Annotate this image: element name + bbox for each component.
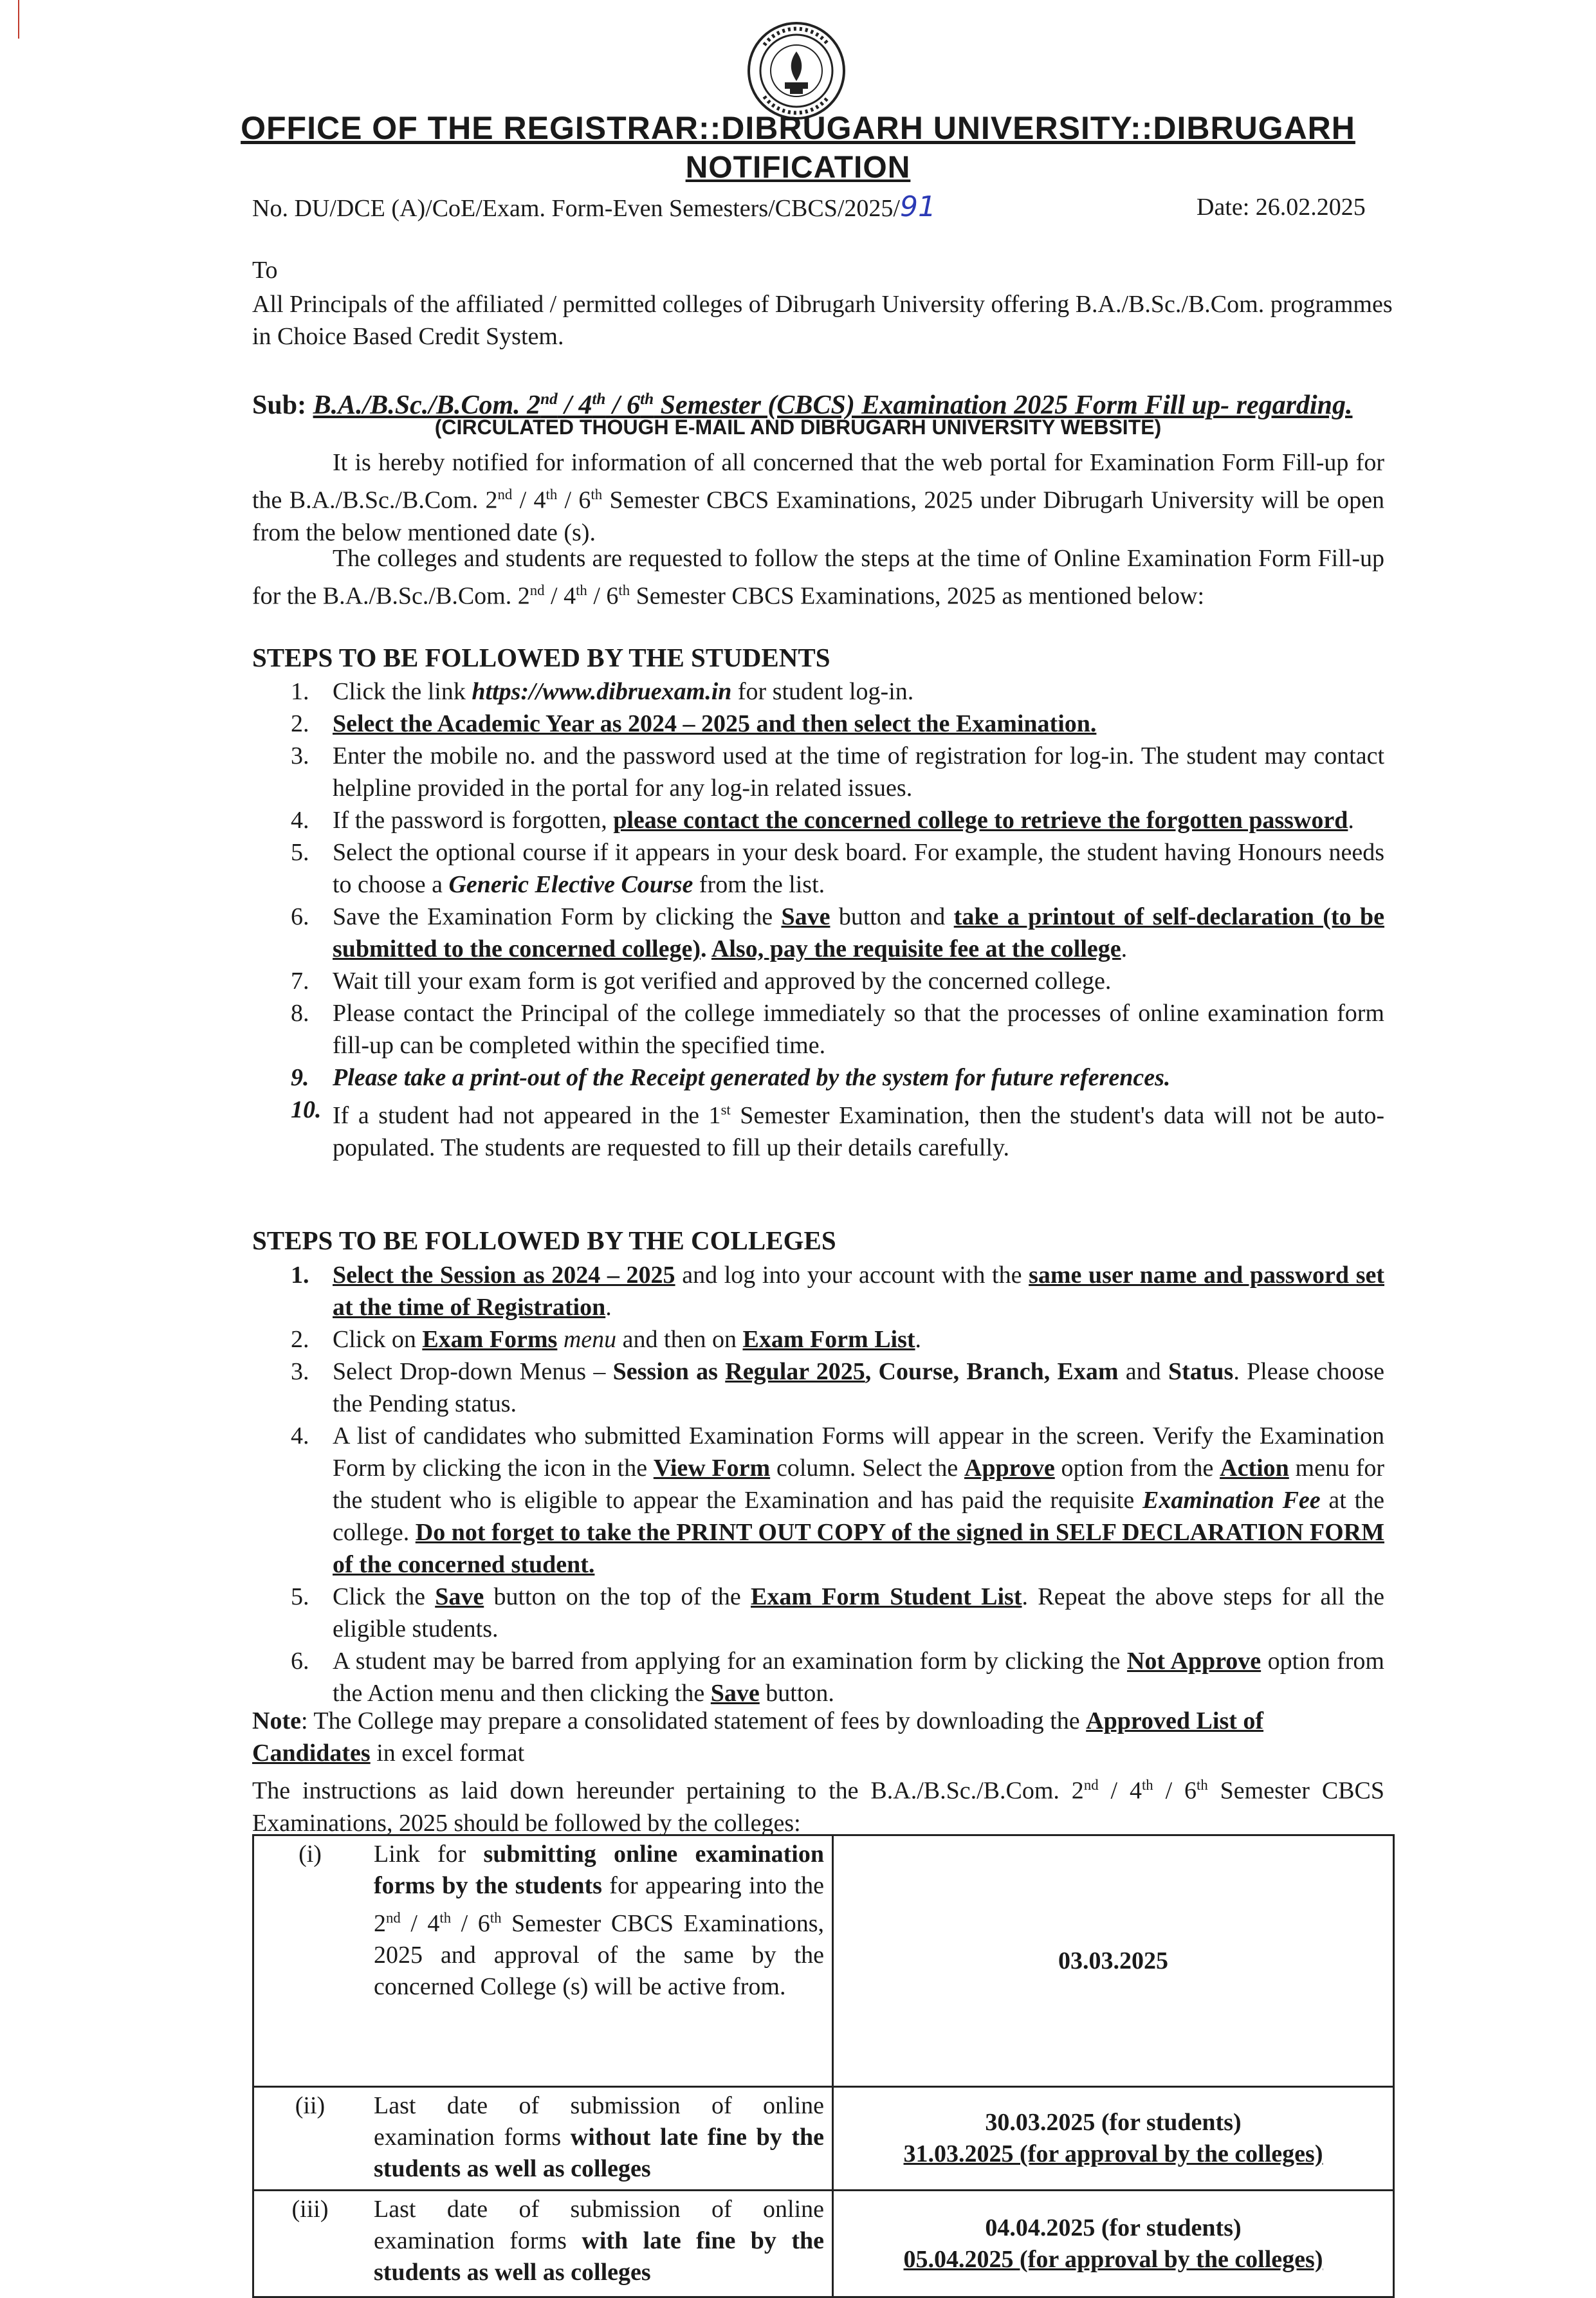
list-item: 5. Click the Save button on the top of the Exam Form Student List. Repeat the above steps for all the eligible students. bbox=[291, 1583, 1384, 1642]
table-cell-date: 04.04.2025 (for students) 05.04.2025 (for approval by the colleges) bbox=[833, 2191, 1394, 2297]
students-steps-heading: STEPS TO BE FOLLOWED BY THE STUDENTS bbox=[252, 643, 830, 672]
instructions-paragraph: The instructions as laid down hereunder pertaining to the B.A./B.Sc./B.Com. 2nd / 4th / 6th Semester CBCS Examinations, 2025 should be followed by the colleges: bbox=[252, 1777, 1385, 1837]
colleges-steps-heading: STEPS TO BE FOLLOWED BY THE COLLEGES bbox=[252, 1226, 836, 1255]
body-paragraph-1: It is hereby notified for information of all concerned that the web portal for Examination Form Fill-up for the B.A./B.Sc./B.Com. 2nd / 4th / 6th Semester CBCS Examinations, 2025 under Dibrugarh University will be open from the below mentioned date (s). bbox=[252, 449, 1385, 546]
list-item: 6. A student may be barred from applying for an examination form by clicking the Not Approve option from the Action menu and then clicking the Save button. bbox=[291, 1648, 1384, 1707]
list-item: 6. Save the Examination Form by clicking the Save button and take a printout of self-declaration (to be submitted to the concerned college). Also, pay the requisite fee at the college. bbox=[291, 903, 1384, 962]
students-steps-list bbox=[252, 676, 1384, 1164]
table-row bbox=[253, 1835, 1394, 2087]
table-cell-sno: (iii) bbox=[253, 2191, 367, 2297]
schedule-table bbox=[252, 1834, 1395, 2298]
table-cell-desc: Link for submitting online examination forms by the students for appearing into the 2nd / 4th / 6th Semester CBCS Examinations, 2025 and approval of the same by the concerned College (s) will be active from. bbox=[366, 1835, 833, 2087]
list-item: 4. A list of candidates who submitted Examination Forms will appear in the screen. Verify the Examination Form by clicking the icon in the View Form column. Select the Approve option from the Action menu for the student who is eligible to appear the Examination and has paid the requisite Examination Fee at the college. Do not forget to take the PRINT OUT COPY of the signed in SELF DECLARATION FORM of the concerned student. bbox=[291, 1422, 1385, 1578]
list-item: 2. Click on Exam Forms menu and then on Exam Form List. bbox=[291, 1326, 922, 1353]
list-item: 7. Wait till your exam form is got verified and approved by the concerned college. bbox=[291, 968, 1112, 995]
subject-text: B.A./B.Sc./B.Com. 2nd / 4th / 6th Semester (CBCS) Examination 2025 Form Fill up- regarding. bbox=[313, 391, 1353, 420]
table-row bbox=[253, 2087, 1394, 2191]
body-paragraph-2: The colleges and students are requested to follow the steps at the time of Online Examination Form Fill-up for the B.A./B.Sc./B.Com. 2nd / 4th / 6th Semester CBCS Examinations, 2025 as mentioned below: bbox=[252, 545, 1384, 610]
list-item: 8. Please contact the Principal of the college immediately so that the processes of online examination form fill-up can be completed within the specified time. bbox=[291, 1000, 1384, 1059]
table-row bbox=[253, 2191, 1394, 2297]
list-item: 3. Select Drop-down Menus – Session as Regular 2025, Course, Branch, Exam and Status. Please choose the Pending status. bbox=[291, 1358, 1384, 1417]
approved-list-link[interactable]: Approved List of Candidates bbox=[252, 1707, 1264, 1767]
office-title: OFFICE OF THE REGISTRAR::DIBRUGARH UNIVERSITY::DIBRUGARH bbox=[241, 110, 1355, 146]
university-seal-icon bbox=[745, 19, 848, 122]
reference-number bbox=[252, 190, 936, 223]
table-cell-date: 03.03.2025 bbox=[833, 1835, 1394, 2087]
list-item: 1. Select the Session as 2024 – 2025 and log into your account with the same user name and password set at the time of Registration. bbox=[291, 1262, 1384, 1321]
addressee-to: To bbox=[252, 257, 278, 284]
table-cell-sno: (ii) bbox=[253, 2087, 367, 2191]
list-item: 3. Enter the mobile no. and the password used at the time of registration for log-in. The student may contact helpline provided in the portal for any log-in related issues. bbox=[291, 742, 1384, 802]
portal-link[interactable]: https://www.dibruexam.in bbox=[472, 678, 732, 705]
list-item: 10. If a student had not appeared in the 1st Semester Examination, then the student's data will not be auto-populated. The students are requested to fill up their details carefully. bbox=[291, 1096, 1385, 1161]
notification-title: NOTIFICATION bbox=[685, 151, 911, 185]
reference-number-handwritten: 91 bbox=[899, 190, 936, 223]
table-cell-date: 30.03.2025 (for students) 31.03.2025 (for approval by the colleges) bbox=[833, 2087, 1394, 2191]
list-item: 9. Please take a print-out of the Receipt generated by the system for future references. bbox=[291, 1064, 1171, 1091]
table-cell-desc: Last date of submission of online examination forms with late fine by the students as well as colleges bbox=[366, 2191, 833, 2297]
note-paragraph: Note: The College may prepare a consolidated statement of fees by downloading the Approved List of Candidates in excel format bbox=[252, 1707, 1264, 1767]
circulation-note: (CIRCULATED THOUGH E-MAIL AND DIBRUGARH UNIVERSITY WEBSITE) bbox=[434, 416, 1162, 439]
list-item: 4. If the password is forgotten, please contact the concerned college to retrieve the forgotten password. bbox=[291, 807, 1354, 834]
subject-label: Sub: bbox=[252, 391, 307, 420]
table-cell-sno: (i) bbox=[253, 1835, 367, 2087]
list-item: 2. Select the Academic Year as 2024 – 2025 and then select the Examination. bbox=[291, 710, 1097, 737]
notification-date: Date: 26.02.2025 bbox=[1197, 194, 1366, 221]
addressee-text: All Principals of the affiliated / permitted colleges of Dibrugarh University offering B.A./B.Sc./B.Com. programmes in Choice Based Credit System. bbox=[252, 291, 1393, 350]
colleges-steps-list bbox=[252, 1259, 1384, 1709]
table-cell-desc: Last date of submission of online examination forms without late fine by the students as well as colleges bbox=[366, 2087, 833, 2191]
list-item: 5. Select the optional course if it appears in your desk board. For example, the student having Honours needs to choose a Generic Elective Course from the list. bbox=[291, 839, 1384, 898]
reference-number-text: No. DU/DCE (A)/CoE/Exam. Form-Even Semesters/CBCS/2025/ bbox=[252, 195, 900, 222]
list-item: 1. Click the link https://www.dibruexam.in for student log-in. bbox=[291, 678, 914, 705]
page-edge-mark bbox=[18, 0, 19, 39]
